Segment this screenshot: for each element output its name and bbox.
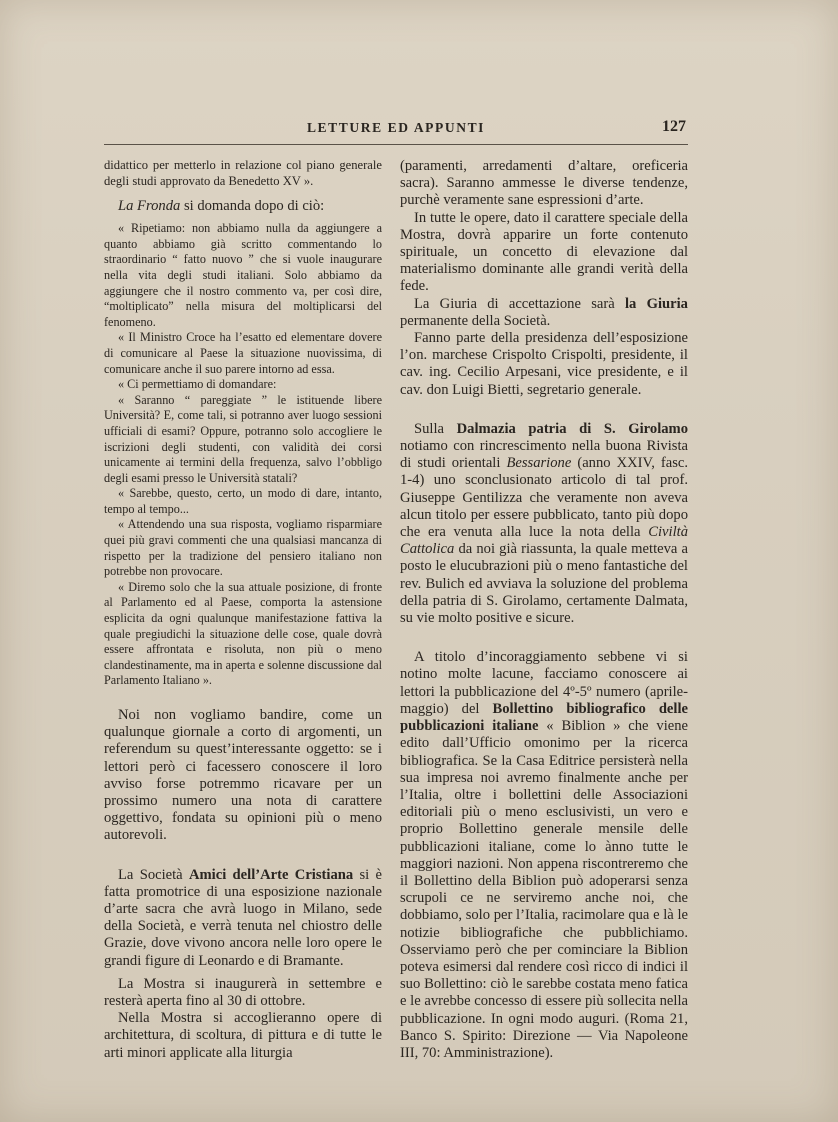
bollettino-text-post: « Biblion » che viene edito dall’Ufficio omonimo per la ricerca bibliografica. Se la Casa Editrice persisterà nella sua impresa noi avremo finalmente anche per l’Italia, oltre i bollettini delle Associazioni editoriali più o meno esclusivisti, un vero e proprio Bollettino generale mensile delle pubblicazioni italiane, come lo ànno tutte le maggiori nazioni. Non appena riscontreremo che il Bollettino della Biblion può adoperarsi senza scrupoli ce ne serviremo anche noi, che dobbiamo, solo per l’Italia, racimolare qua e là le notizie bibliografiche che pubblichiamo. Osserviamo però che per cominciare la Biblion poteva esimersi dal rendere così ricco di indici il suo Bollettino: ciò le sarebbe costata meno fatica e le avrebbe concesso di essere più sollecita nella pubblicazione. In ogni modo auguri. (Roma 21, Banco S. Spirito: Direzione — Via Napoleone III, 70: Amministrazione). (400, 718, 688, 1061)
giuria-bold: la Giuria (625, 295, 688, 312)
paragraph-presidenza: Fanno parte della presidenza dell’esposizione l’on. marchese Crispolto Crispolti, presidente, il cav. ing. Cecilio Arpesani, vice presidente, e il cav. don Luigi Bietti, segretario generale. (400, 330, 688, 398)
bollettino-title: Bollettino bibliografico delle pubblicazioni italiane (400, 700, 688, 735)
paragraph-didattico: didattico per metterlo in relazione col piano generale degli studi approvato da Benedetto XV ». (104, 158, 382, 188)
paragraph-dalmazia (400, 421, 688, 627)
dalmazia-text-pre: Sulla (414, 420, 457, 437)
bollettino-text-pre: A titolo d’incoraggiamento sebbene vi si notino molte lacune, facciamo conoscere ai lettori la pubblicazione del 4º-5º numero (aprile-maggio) del (400, 649, 688, 717)
fronda-text: si domanda dopo di ciò: (180, 198, 325, 215)
running-title: LETTURE ED APPUNTI (306, 120, 486, 135)
journal-title-fronda: La Fronda (118, 198, 181, 215)
paragraph-referendum: Noi non vogliamo bandire, come un qualunque giornale a corto di argomenti, un referendum su quest’interessante oggetto: se i lettori però ci facessero conoscere il loro avviso forse potremmo ricavare per un prossimo numero una nota di carattere oggettivo, fondata su opinioni più o meno autorevoli. (104, 707, 382, 844)
quote-paragraph-1: « Ripetiamo: non abbiamo nulla da aggiungere a quanto abbiamo già scritto commentando lo straordinario “ fatto nuovo ” che si vuole inaugurare nella vita degli studi italiani. Solo abbiamo da aggiungere che il nostro commento va, per così dire, “moltiplicato” nella misura del moltiplicarsi del fenomeno. (104, 221, 382, 329)
quote-paragraph-3: « Ci permettiamo di domandare: (118, 377, 277, 392)
paragraph-mostra: La Mostra si inaugurerà in settembre e resterà aperta fino al 30 di ottobre. (104, 975, 382, 1010)
paragraph-fronda (104, 197, 382, 215)
dalmazia-topic: Dalmazia patria di S. Girolamo (456, 420, 689, 437)
paragraph-nella-mostra: Nella Mostra si accoglieranno opere di architettura, di scoltura, di pittura e di tutte le arti minori applicate alla liturgia (104, 1010, 382, 1061)
giuria-text-post: permanente della Società. (400, 312, 551, 329)
paragraph-tutte-le-opere: In tutte le opere, dato il carattere speciale della Mostra, dovrà apparire un forte contenuto spirituale, un concetto di elevazione dal materialismo dominante alle grandi verità della fede. (400, 209, 688, 295)
dalmazia-text-post: da noi già riassunta, la quale metteva a posto le elucubrazioni più o meno fantastiche del rev. Bulich ed avviava la soluzione del problema della patria di S. Girolamo, certamente Dalmata, su vie molto positive e sicure. (400, 541, 688, 627)
journal-title-civilta-cattolica: Civiltà Cattolica (400, 524, 688, 558)
societa-text-post: si è fatta promotrice di una esposizione nazionale d’arte sacra che avrà luogo in Milano, sede della Società, e verrà tenuta nel chiostro delle Grazie, dove vivono ancora nelle loro opere le grandi figure di Leonardo e di Bramante. (104, 866, 382, 969)
quote-paragraph-7: « Diremo solo che la sua attuale posizione, di fronte al Parlamento ed al Paese, comporta la astensione esplicita da ogni qualunque manifestazione fattiva la quale pregiudichi la situazione delle cose, quale dovrà essere affrontata e risoluta, non più o meno clandestinamente, ma in aperta e solenne discussione dal Parlamento Italiano ». (104, 579, 382, 688)
quote-paragraph-2: « Il Ministro Croce ha l’esatto ed elementare dovere di comunicare al Paese la situazione nuovissima, di comunicare anche il suo parere intorno ad essa. (104, 330, 382, 376)
left-column (104, 158, 382, 1062)
journal-title-bessarione: Bessarione (506, 455, 572, 472)
paragraph-giuria (400, 296, 688, 330)
societa-name: Amici dell’Arte Cristiana (188, 866, 354, 883)
quote-paragraph-4: « Saranno “ pareggiate ” le istituende libere Università? E, come tali, si potranno aver luogo sessioni ufficiali di esami? Oppure, potranno solo accogliere le iscrizioni degli studenti, con validità dei corsi unicamente ai termini della frequenza, salvo l’obbligo degli esami presso le Università statali? (104, 392, 382, 485)
dalmazia-text-2: (anno XXIV, fasc. 1-4) uno sconclusionato articolo di tal prof. Giuseppe Gentilizza che veramente non aveva alcun titolo per essere pubblicato, tanto più dopo che era venuta alla luce la nota della (400, 455, 689, 541)
quote-paragraph-5: « Sarebbe, questo, certo, un modo di dare, intanto, tempo al tempo... (104, 486, 382, 516)
page-number: 127 (662, 118, 686, 135)
giuria-text-pre: La Giuria di accettazione sarà (414, 295, 625, 312)
paragraph-societa (104, 867, 382, 970)
societa-text-pre: La Società (118, 866, 189, 883)
right-column (400, 158, 688, 1062)
paragraph-bollettino (400, 649, 688, 1062)
page-header (104, 118, 688, 145)
quote-paragraph-6: « Attendendo una sua risposta, vogliamo risparmiare quei più gravi commenti che una qualsiasi mancanza di rispetto per la tradizione del pensiero italiano non potrebbe non provocare. (104, 517, 382, 579)
paragraph-paramenti: (paramenti, arredamenti d’altare, oreficeria sacra). Saranno ammesse le diverse tendenze, purchè veramente sane espressioni d’arte. (400, 158, 688, 209)
dalmazia-text-1: notiamo con rincrescimento nella buona Rivista di studi orientali (400, 438, 688, 472)
